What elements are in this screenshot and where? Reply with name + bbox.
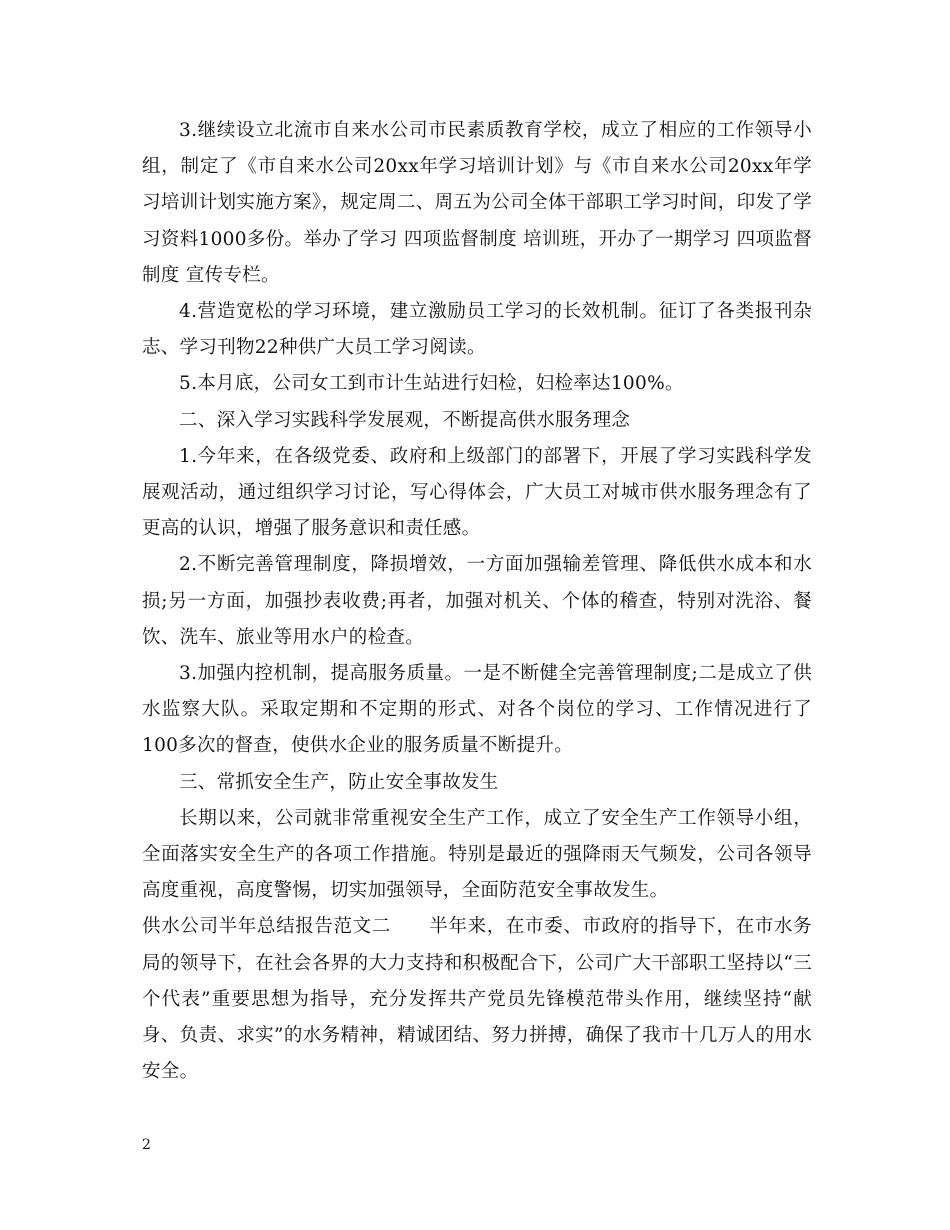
section-heading-2: 二、深入学习实践科学发展观，不断提高供水服务理念 xyxy=(179,409,631,431)
paragraph-safety-production: 长期以来，公司就非常重视安全生产工作，成立了安全生产工作领导小组，全面落实安全生产的各项工作措施。特别是最近的强降雨天气频发，公司各领导高度重视，高度警惕，切实加强领导，全面防范安全事故发生。 xyxy=(142,807,812,902)
section-heading-3: 三、常抓安全生产，防止安全事故发生 xyxy=(179,771,499,793)
page-number: 2 xyxy=(142,1137,151,1153)
paragraph-management-system: 2.不断完善管理制度，降损增效，一方面加强输差管理、降低供水成本和水损;另一方面，加强抄表收费;再者，加强对机关、个体的稽查，特别对洗浴、餐饮、洗车、旅业等用水户的检查。 xyxy=(142,554,812,648)
paragraph-development-activity: 1.今年来，在各级党委、政府和上级部门的部署下，开展了学习实践科学发展观活动，通过组织学习讨论，写心得体会，广大员工对城市供水服务理念有了更高的认识，增强了服务意识和责任感。 xyxy=(142,445,812,540)
paragraph-learning-environment: 4.营造宽松的学习环境，建立激励员工学习的长效机制。征订了各类报刊杂志、学习刊物22种供广大员工学习阅读。 xyxy=(142,301,812,359)
document-body xyxy=(142,113,812,1090)
paragraph-report-two: 供水公司半年总结报告范文二 半年来，在市委、市政府的指导下，在市水务局的领导下，在社会各界的大力支持和积极配合下，公司广大干部职工坚持以“三个代表”重要思想为指导，充分发挥共产党员先锋模范带头作用，继续坚持“献身、负责、求实”的水务精神，精诚团结、努力拼搏，确保了我市十几万人的用水安全。 xyxy=(142,916,812,1083)
paragraph-health-check: 5.本月底，公司女工到市计生站进行妇检，妇检率达100%。 xyxy=(179,373,684,395)
paragraph-internal-control: 3.加强内控机制，提高服务质量。一是不断健全完善管理制度;二是成立了供水监察大队。采取定期和不定期的形式、对各个岗位的学习、工作情况进行了100多次的督查，使供水企业的服务质量不断提升。 xyxy=(142,663,812,757)
paragraph-learning-school: 3.继续设立北流市自来水公司市民素质教育学校，成立了相应的工作领导小组，制定了《市自来水公司20xx年学习培训计划》与《市自来水公司20xx年学习培训计划实施方案》，规定周二、周五为公司全体干部职工学习时间，印发了学习资料1000多份。举办了学习 四项监督制度 培训班，开办了一期学习 四项监督制度 宣传专栏。 xyxy=(142,120,812,286)
